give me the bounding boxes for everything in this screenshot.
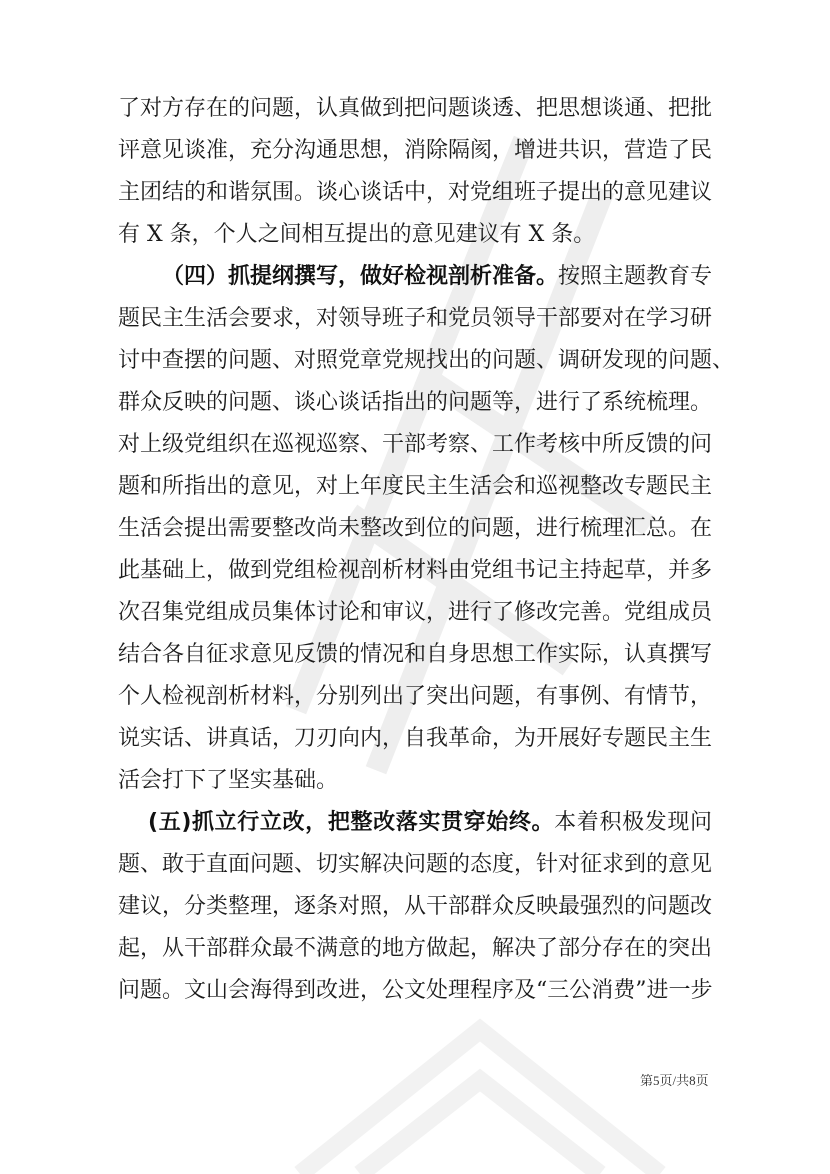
text-line: 次召集党组成员集体讨论和审议，进行了修改完善。党组成员 [118, 600, 713, 625]
section-5-text: 本着积极发现问 [554, 810, 712, 835]
text-line: 题民主生活会要求，对领导班子和党员领导干部要对在学习研 [118, 306, 713, 331]
section-4-first-line [118, 256, 712, 298]
page-indicator: 第5页/共8页 [640, 1073, 709, 1088]
text-line: 个人检视剖析材料，分别列出了突出问题，有事例、有情节， [118, 684, 713, 709]
section-5-first-line [118, 802, 712, 844]
text-line: 群众反映的问题、谈心谈话指出的问题等，进行了系统梳理。 [118, 390, 713, 415]
text-line: 建议，分类整理，逐条对照，从干部群众反映最强烈的问题改 [118, 894, 713, 919]
text-line: 题和所指出的意见，对上年度民主生活会和巡视整改专题民主 [118, 474, 713, 499]
text-line: 生活会提出需要整改尚未整改到位的问题，进行梳理汇总。在 [118, 516, 713, 541]
text-line: 问题。文山会海得到改进，公文处理程序及“三公消费”进一步 [118, 978, 713, 1003]
text-line: 题、敢于直面问题、切实解决问题的态度，针对征求到的意见 [118, 852, 713, 877]
text-line: 此基础上，做到党组检视剖析材料由党组书记主持起草，并多 [118, 558, 713, 583]
text-line: 说实话、讲真话，刀刃向内，自我革命，为开展好专题民主生 [118, 726, 713, 751]
text-line: 有 X 条，个人之间相互提出的意见建议有 X 条。 [118, 222, 596, 247]
text-line: 讨中查摆的问题、对照党章党规找出的问题、调研发现的问题、 [118, 348, 735, 373]
section-5-heading: (五)抓立行立改，把整改落实贯穿始终。 [148, 810, 555, 835]
text-line: 评意见谈准，充分沟通思想，消除隔阂，增进共识，营造了民 [118, 138, 713, 163]
section-4-heading: （四）抓提纲撰写，做好检视剖析准备。 [162, 264, 559, 289]
text-line: 结合各自征求意见反馈的情况和自身思想工作实际，认真撰写 [118, 642, 713, 667]
section-4-text: 按照主题教育专 [558, 264, 713, 289]
text-line: 起，从干部群众最不满意的地方做起，解决了部分存在的突出 [118, 936, 713, 961]
text-line: 主团结的和谐氛围。谈心谈话中，对党组班子提出的意见建议 [118, 180, 713, 205]
text-line: 活会打下了坚实基础。 [118, 768, 339, 793]
text-line: 了对方存在的问题，认真做到把问题谈透、把思想谈通、把批 [118, 96, 713, 121]
document-body [118, 88, 735, 1012]
text-line: 对上级党组织在巡视巡察、干部考察、工作考核中所反馈的问 [118, 432, 713, 457]
